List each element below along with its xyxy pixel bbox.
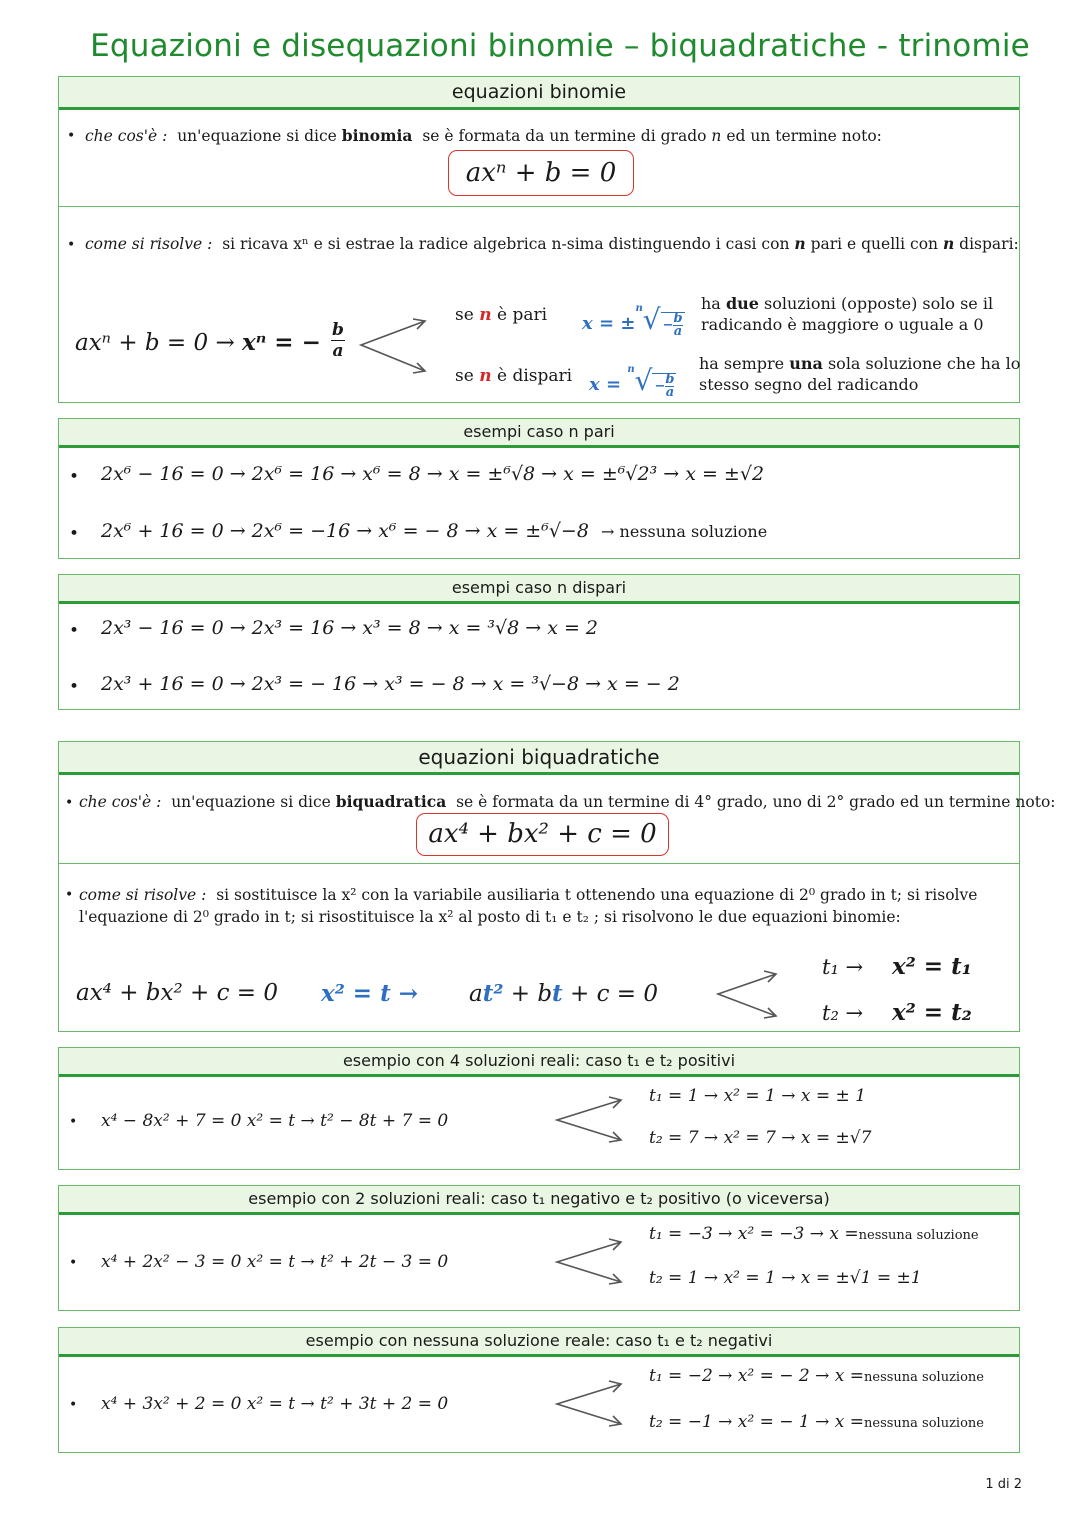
case-even-label: se n è pari: [455, 305, 548, 325]
example-2-solutions-box: [58, 1185, 1020, 1311]
branch-t1: t₁ →: [822, 955, 864, 979]
example-4-header: esempio con 4 soluzioni reali: caso t₁ e t₂ positivi: [59, 1048, 1019, 1077]
binomie-formula: axⁿ + b = 0: [448, 150, 634, 196]
binomie-definition: che cos'è : un'equazione si dice binomia se è formata da un termine di grado n ed un termine noto:: [85, 126, 882, 145]
examples-odd-box: [58, 574, 1020, 710]
biquad-solve-text: come si risolve : si sostituisce la x² con la variabile ausiliaria t ottenendo una equazione di 2⁰ grado in t; si risolve l'equazione di 2⁰ grado in t; si risostituisce la x² al posto di t₁ e t₂ ; si risolvono le due equazioni binomie:: [79, 886, 978, 926]
bullet: •: [69, 1114, 78, 1130]
case-even-formula: x = ±$^n$√ − $\frac{b}{a}$: [582, 303, 683, 339]
page-title: Equazioni e disequazioni binomie – biquadratiche - trinomie: [90, 28, 1030, 64]
example-row: 2x⁶ − 16 = 0 → 2x⁶ = 16 → x⁶ = 8 → x = ±⁶√8 → x = ±⁶√2³ → x = ±√2: [101, 463, 765, 485]
branch-arrows: [555, 1096, 625, 1144]
example-result-t1: t₁ = −3 → x² = −3 → x =nessuna soluzione: [649, 1224, 979, 1244]
biquad-t-equation: at² + bt + c = 0: [469, 980, 658, 1007]
biquad-box: [58, 741, 1056, 1032]
bullet: •: [65, 887, 74, 903]
example-row: 2x³ + 16 = 0 → 2x³ = − 16 → x³ = − 8 → x = ³√−8 → x = − 2: [101, 673, 680, 695]
biquad-equation: ax⁴ + bx² + c = 0: [76, 980, 279, 1006]
fraction-b-over-a: b a: [332, 320, 344, 361]
branch-arrows: [359, 317, 429, 377]
branch-t2: t₂ →: [822, 1001, 864, 1025]
biquad-header: equazioni biquadratiche: [59, 742, 1019, 775]
bullet: •: [69, 621, 80, 641]
biquad-formula: ax⁴ + bx² + c = 0: [416, 813, 669, 856]
biquad-substitution: x² = t →: [321, 980, 418, 1007]
branch-x2-t1: x² = t₁: [892, 953, 972, 980]
bullet: •: [69, 524, 80, 544]
biquad-definition: che cos'è : un'equazione si dice biquadratica se è formata da un termine di 4° grado, uno di 2° grado ed un termine noto:: [79, 792, 1056, 811]
example-result-t1: t₁ = −2 → x² = − 2 → x =nessuna soluzione: [649, 1366, 984, 1386]
bullet: •: [67, 237, 76, 253]
binomie-header: equazioni binomie: [59, 77, 1019, 110]
divider: [59, 206, 1019, 207]
bullet: •: [69, 467, 80, 487]
branch-arrows: [555, 1380, 625, 1428]
branch-x2-t2: x² = t₂: [892, 999, 972, 1026]
example-equation: x⁴ − 8x² + 7 = 0 x² = t → t² − 8t + 7 = 0: [101, 1111, 449, 1131]
divider: [59, 863, 1019, 864]
case-odd-note: ha sempre una sola soluzione che ha lo stesso segno del radicando: [699, 354, 1021, 394]
binomie-box: [58, 76, 1020, 403]
binomie-solve-text: come si risolve : si ricava xⁿ e si estrae la radice algebrica n-sima distinguendo i casi con n pari e quelli con n dispari:: [85, 234, 1019, 253]
case-odd-formula: x = $^n$√ − $\frac{b}{a}$: [589, 364, 675, 400]
examples-even-box: [58, 418, 1020, 559]
example-2-header: esempio con 2 soluzioni reali: caso t₁ negativo e t₂ positivo (o viceversa): [59, 1186, 1019, 1215]
examples-even-header: esempi caso n pari: [59, 419, 1019, 448]
example-result-t1: t₁ = 1 → x² = 1 → x = ± 1: [649, 1086, 866, 1106]
example-0-header: esempio con nessuna soluzione reale: caso t₁ e t₂ negativi: [59, 1328, 1019, 1357]
example-row: 2x³ − 16 = 0 → 2x³ = 16 → x³ = 8 → x = ³√8 → x = 2: [101, 617, 599, 639]
example-0-solutions-box: [58, 1327, 1020, 1453]
bullet: •: [69, 1397, 78, 1413]
bullet: •: [67, 128, 76, 144]
bullet: •: [69, 1255, 78, 1271]
branch-arrows: [716, 970, 780, 1020]
example-equation: x⁴ + 2x² − 3 = 0 x² = t → t² + 2t − 3 = 0: [101, 1252, 449, 1272]
example-4-solutions-box: [58, 1047, 1020, 1170]
binomie-lhs: axⁿ + b = 0 → xⁿ = −: [75, 329, 321, 356]
example-equation: x⁴ + 3x² + 2 = 0 x² = t → t² + 3t + 2 = 0: [101, 1394, 449, 1414]
bullet: •: [69, 677, 80, 697]
example-result-t2: t₂ = −1 → x² = − 1 → x =nessuna soluzione: [649, 1412, 984, 1432]
bullet: •: [65, 795, 74, 811]
example-result-t2: t₂ = 1 → x² = 1 → x = ±√1 = ±1: [649, 1268, 922, 1288]
example-row: 2x⁶ + 16 = 0 → 2x⁶ = −16 → x⁶ = − 8 → x = ±⁶√−8 → nessuna soluzione: [101, 520, 768, 542]
example-result-t2: t₂ = 7 → x² = 7 → x = ±√7: [649, 1128, 872, 1148]
page-number: 1 di 2: [985, 1477, 1022, 1492]
case-even-note: ha due soluzioni (opposte) solo se il radicando è maggiore o uguale a 0: [701, 294, 994, 334]
examples-odd-header: esempi caso n dispari: [59, 575, 1019, 604]
branch-arrows: [555, 1238, 625, 1286]
case-odd-label: se n è dispari: [455, 366, 573, 386]
